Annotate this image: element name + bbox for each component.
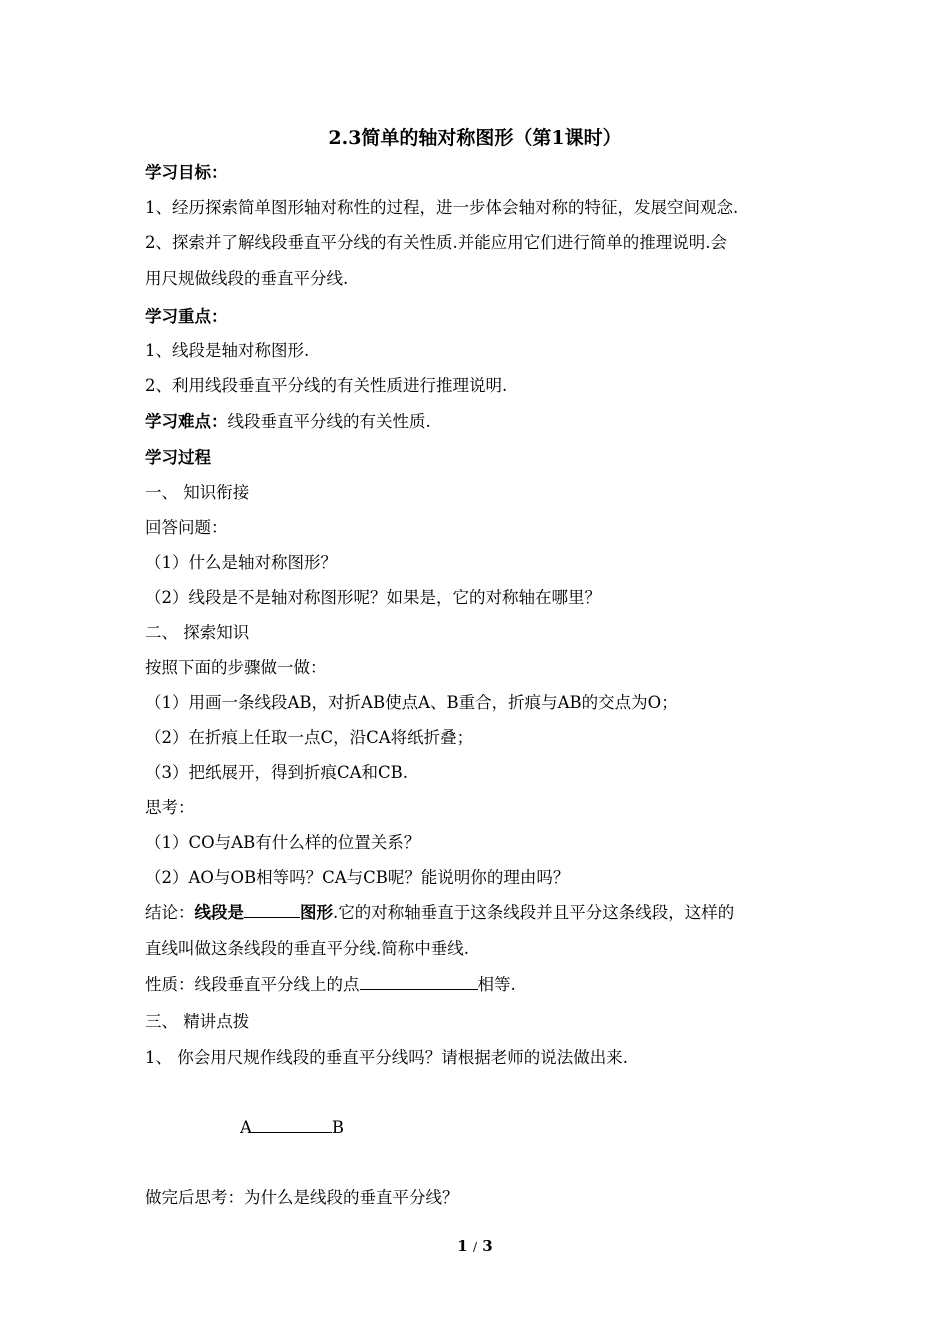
keypoint-item-1: 1、线段是轴对称图形.: [145, 341, 310, 360]
section2-intro: 按照下面的步骤做一做：: [145, 658, 327, 677]
section2-think-1: （1）CO与AB有什么样的位置关系？: [145, 833, 421, 852]
section2-step-1: （1）用画一条线段AB，对折AB使点A、B重合，折痕与AB的交点为O；: [145, 693, 678, 712]
conclusion-rest: .它的对称轴垂直于这条线段并且平分这条线段，这样的: [333, 903, 735, 922]
section2-think: 思考：: [145, 798, 195, 817]
page-total: 3: [482, 1237, 493, 1255]
section2-step-3: （3）把纸展开，得到折痕CA和CB.: [145, 763, 409, 782]
segment-line: [252, 1116, 332, 1133]
section2-heading: 二、 探索知识: [145, 623, 250, 642]
section1-question-2: （2）线段是不是轴对称图形呢？如果是，它的对称轴在哪里？: [145, 588, 601, 607]
page-number: [0, 1236, 950, 1257]
section3-item-1: 1、 你会用尺规作线段的垂直平分线吗？请根据老师的说法做出来.: [145, 1048, 628, 1067]
property-blank[interactable]: [360, 973, 478, 990]
conclusion-line-2: 直线叫做这条线段的垂直平分线.简称中垂线.: [145, 939, 469, 958]
conclusion-bold-2: 图形: [300, 903, 333, 922]
property-line: [145, 973, 825, 997]
section1-question-1: （1）什么是轴对称图形？: [145, 553, 337, 572]
section1-intro: 回答问题：: [145, 518, 228, 537]
difficulty-heading: 学习难点：: [145, 412, 228, 431]
point-a-label: A: [240, 1118, 252, 1137]
difficulty-line: [145, 410, 825, 434]
goal-item-1: 1、经历探索简单图形轴对称性的过程，进一步体会轴对称的特征，发展空间观念.: [145, 198, 739, 217]
page-current: 1: [457, 1237, 468, 1255]
keypoint-item-2: 2、利用线段垂直平分线的有关性质进行推理说明.: [145, 376, 508, 395]
conclusion-bold-1: 线段是: [194, 903, 244, 922]
conclusion-line-1: [145, 901, 825, 925]
goal-item-2a: 2、探索并了解线段垂直平分线的有关性质.并能应用它们进行简单的推理说明.会: [145, 233, 727, 252]
goal-item-2b: 用尺规做线段的垂直平分线.: [145, 269, 349, 288]
section1-heading: 一、 知识衔接: [145, 483, 250, 502]
difficulty-text: 线段垂直平分线的有关性质.: [227, 412, 431, 431]
section2-step-2: （2）在折痕上任取一点C，沿CA将纸折叠；: [145, 728, 474, 747]
section2-think-2: （2）AO与OB相等吗？CA与CB呢？能说明你的理由吗？: [145, 868, 570, 887]
conclusion-prefix: 结论：: [145, 903, 195, 922]
segment-ab: [240, 1116, 440, 1140]
keypoints-heading: 学习重点：: [145, 307, 228, 326]
section3-heading: 三、 精讲点拨: [145, 1012, 250, 1031]
page-separator: /: [472, 1240, 478, 1254]
page-title: 2.3简单的轴对称图形（第1课时）: [328, 127, 622, 149]
process-heading: 学习过程: [145, 448, 211, 467]
section3-after: 做完后思考：为什么是线段的垂直平分线？: [145, 1188, 459, 1207]
property-prefix: 性质：线段垂直平分线上的点: [145, 975, 360, 994]
point-b-label: B: [331, 1118, 345, 1137]
property-suffix: 相等.: [477, 975, 516, 994]
conclusion-blank[interactable]: [244, 901, 300, 918]
goals-heading: 学习目标：: [145, 163, 228, 182]
